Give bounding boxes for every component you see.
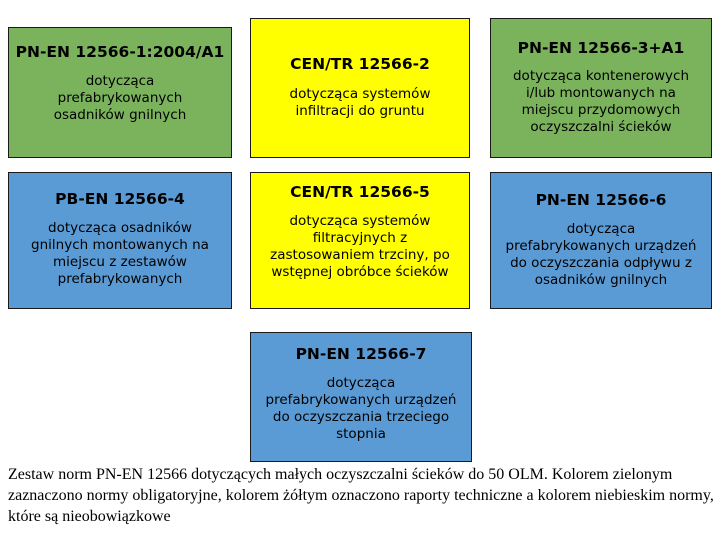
standard-description: dotycząca systemów filtracyjnych z zastosowaniem trzciny, po wstępnej obróbce ścieków [270,213,450,280]
standard-code: PN-EN 12566-7 [295,345,427,363]
standard-description: dotycząca prefabrykowanych urządzeń do oczyszczania trzeciego stopnia [265,375,457,442]
standard-box-pn-en-12566-3 [490,18,712,158]
standard-code: PB-EN 12566-4 [55,190,185,208]
standard-description: dotycząca kontenerowych i/lub montowanych na miejscu przydomowych oczyszczalni ścieków [512,68,689,135]
standard-code: CEN/TR 12566-5 [290,183,430,201]
standard-code: PN-EN 12566-3+A1 [517,39,685,57]
standard-code: PN-EN 12566-1:2004/A1 [15,43,225,61]
standard-description: dotycząca prefabrykowanych osadników gnilnych [53,73,187,123]
standard-box-pn-en-12566-1 [8,27,232,158]
standard-box-pn-en-12566-6 [490,172,712,309]
standard-description: dotycząca prefabrykowanych urządzeń do oczyszczania odpływu z osadników gnilnych [505,221,697,288]
standard-box-pn-en-12566-7 [250,332,472,462]
standard-box-cen-tr-12566-2 [250,18,470,158]
standard-box-pb-en-12566-4 [8,172,232,309]
figure-caption: Zestaw norm PN-EN 12566 dotyczących małych oczyszczalni ścieków do 50 OLM. Kolorem zielonym zaznaczono normy obligatoryjne, kolorem żółtym oznaczono raporty techniczne a kolorem niebieskim normy, które są nieobowiązkowe [8,466,714,525]
standard-description: dotycząca osadników gnilnych montowanych na miejscu z zestawów prefabrykowanych [31,220,209,287]
standard-code: PN-EN 12566-6 [535,191,667,209]
standard-code: CEN/TR 12566-2 [290,55,430,73]
standard-description: dotycząca systemów infiltracji do gruntu [289,86,431,119]
standard-box-cen-tr-12566-5 [250,172,470,309]
